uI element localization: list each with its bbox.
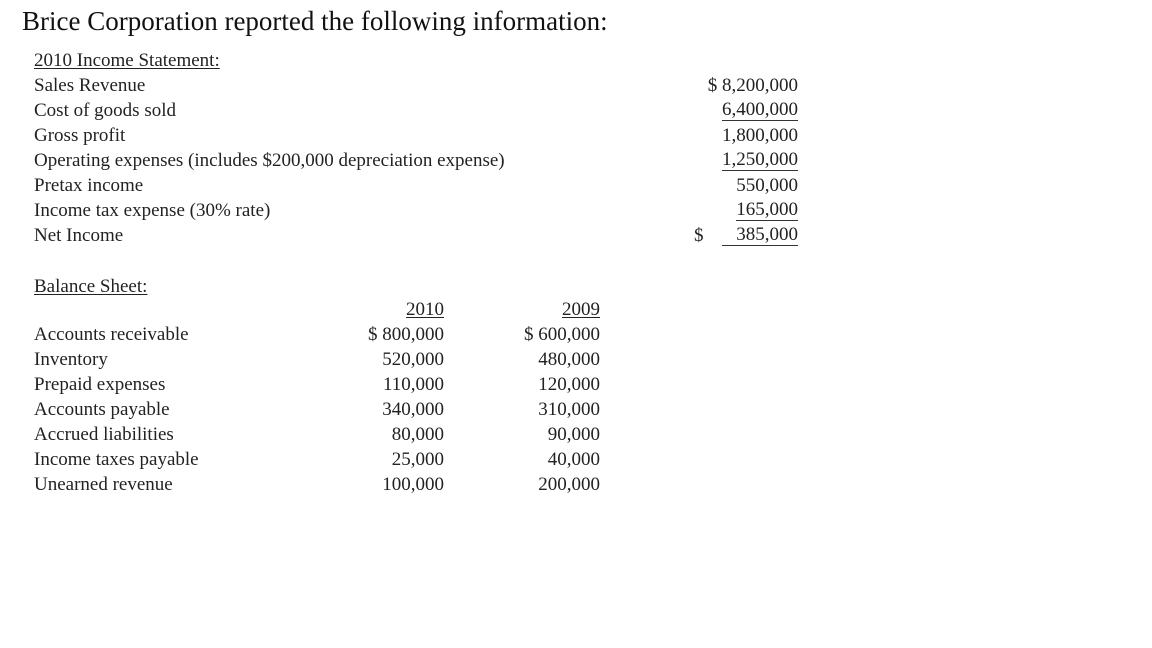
balance-row-2009: 480,000 — [538, 349, 600, 370]
balance-row-2010: 25,000 — [391, 449, 444, 470]
income-row-label: Gross profit — [34, 125, 126, 146]
income-row — [34, 123, 814, 148]
balance-row-label: Income taxes payable — [34, 449, 199, 470]
balance-row-2009: 90,000 — [547, 424, 600, 445]
balance-row — [34, 322, 814, 347]
balance-row — [34, 472, 814, 497]
balance-row-label: Inventory — [34, 349, 108, 370]
balance-row-2010: 110,000 — [382, 374, 444, 395]
balance-row-2010: 100,000 — [382, 474, 444, 495]
income-row — [34, 173, 814, 198]
income-row-label: Operating expenses (includes $200,000 depreciation expense) — [34, 150, 505, 171]
income-row-amount: 165,000 — [736, 199, 798, 220]
balance-row-label: Accrued liabilities — [34, 424, 174, 445]
net-income-amount: 385,000 — [722, 225, 798, 246]
balance-row-2010: 80,000 — [391, 424, 444, 445]
income-row-label: Cost of goods sold — [34, 100, 176, 121]
balance-row-2010: $ 800,000 — [368, 324, 444, 345]
balance-row — [34, 372, 814, 397]
income-row-label: Sales Revenue — [34, 75, 146, 96]
income-row — [34, 148, 814, 173]
income-row — [34, 73, 814, 98]
balance-row-label: Accounts payable — [34, 399, 170, 420]
income-row-amount: 550,000 — [736, 175, 798, 196]
page-title: Brice Corporation reported the following information: — [22, 6, 608, 36]
income-row-label: Pretax income — [34, 175, 144, 196]
balance-row-2009: 120,000 — [538, 374, 600, 395]
balance-row — [34, 347, 814, 372]
year-2010-header: 2010 — [406, 299, 444, 320]
net-income-dollar-sign: $ — [694, 225, 704, 246]
balance-row-2010: 340,000 — [382, 399, 444, 420]
balance-row-label: Unearned revenue — [34, 474, 173, 495]
balance-sheet-year-header — [34, 298, 814, 323]
balance-row — [34, 447, 814, 472]
income-row-label: Income tax expense (30% rate) — [34, 200, 271, 221]
income-row-amount: 1,250,000 — [722, 149, 798, 170]
income-row — [34, 98, 814, 123]
income-row-amount: 6,400,000 — [722, 99, 798, 120]
balance-row-label: Accounts receivable — [34, 324, 189, 345]
balance-row-2010: 520,000 — [382, 349, 444, 370]
income-row — [34, 198, 814, 223]
balance-row-2009: $ 600,000 — [524, 324, 600, 345]
balance-row — [34, 397, 814, 422]
balance-row-2009: 200,000 — [538, 474, 600, 495]
net-income-label: Net Income — [34, 225, 124, 246]
income-row-amount: 1,800,000 — [722, 125, 798, 146]
year-2009-header: 2009 — [562, 299, 600, 320]
net-income-row — [34, 223, 814, 248]
income-row-amount: $ 8,200,000 — [707, 75, 798, 96]
balance-row-2009: 40,000 — [547, 449, 600, 470]
balance-row-label: Prepaid expenses — [34, 374, 166, 395]
balance-row — [34, 422, 814, 447]
balance-row-2009: 310,000 — [538, 399, 600, 420]
